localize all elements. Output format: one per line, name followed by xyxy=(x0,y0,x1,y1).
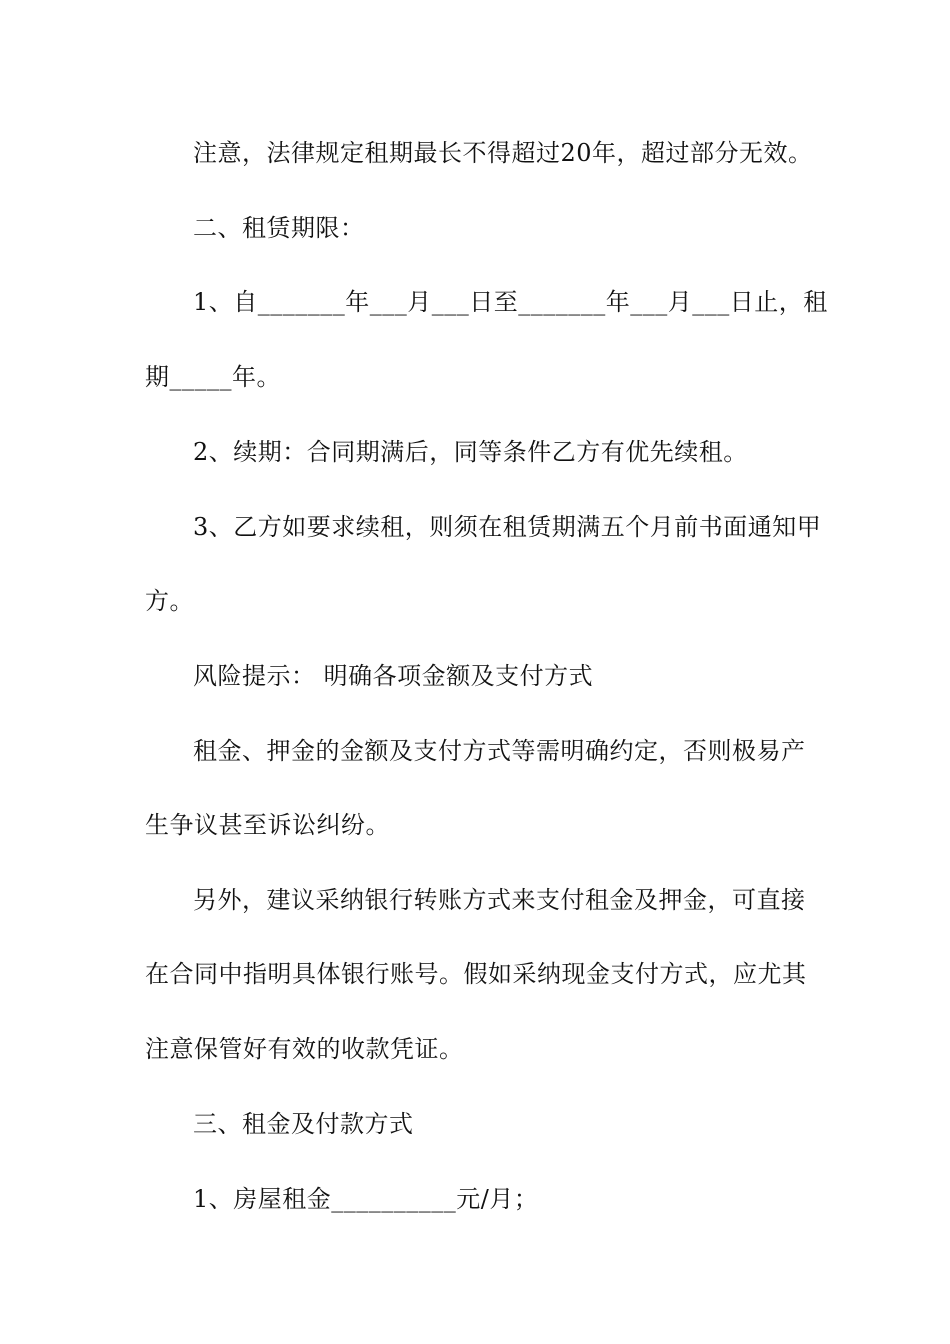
paragraph-bank-transfer-line-1: 另外，建议采纳银行转账方式来支付租金及押金，可直接 xyxy=(193,886,806,914)
section-heading-rent-payment: 三、租金及付款方式 xyxy=(193,1110,414,1138)
section-heading-lease-period: 二、租赁期限： xyxy=(193,214,365,242)
paragraph-lease-term-limit-note: 注意，法律规定租期最长不得超过20年，超过部分无效。 xyxy=(193,139,813,167)
paragraph-bank-transfer-line-3: 注意保管好有效的收款凭证。 xyxy=(145,1035,464,1063)
paragraph-renewal-notice-line-2: 方。 xyxy=(145,587,194,615)
paragraph-lease-dates-line-2: 期_____年。 xyxy=(145,363,281,391)
risk-tip-heading: 风险提示： 明确各项金额及支付方式 xyxy=(193,662,594,690)
paragraph-amounts-line-1: 租金、押金的金额及支付方式等需明确约定，否则极易产 xyxy=(193,737,806,765)
paragraph-amounts-line-2: 生争议甚至诉讼纠纷。 xyxy=(145,811,390,839)
paragraph-bank-transfer-line-2: 在合同中指明具体银行账号。假如采纳现金支付方式，应尤其 xyxy=(145,960,807,988)
paragraph-renewal-notice-line-1: 3、乙方如要求续租，则须在租赁期满五个月前书面通知甲 xyxy=(193,513,822,541)
paragraph-lease-dates-line-1: 1、自_______年___月___日至_______年___月___日止，租 xyxy=(193,288,828,316)
paragraph-renewal-priority: 2、续期：合同期满后，同等条件乙方有优先续租。 xyxy=(193,438,748,466)
paragraph-monthly-rent: 1、房屋租金__________元/月； xyxy=(193,1185,539,1213)
